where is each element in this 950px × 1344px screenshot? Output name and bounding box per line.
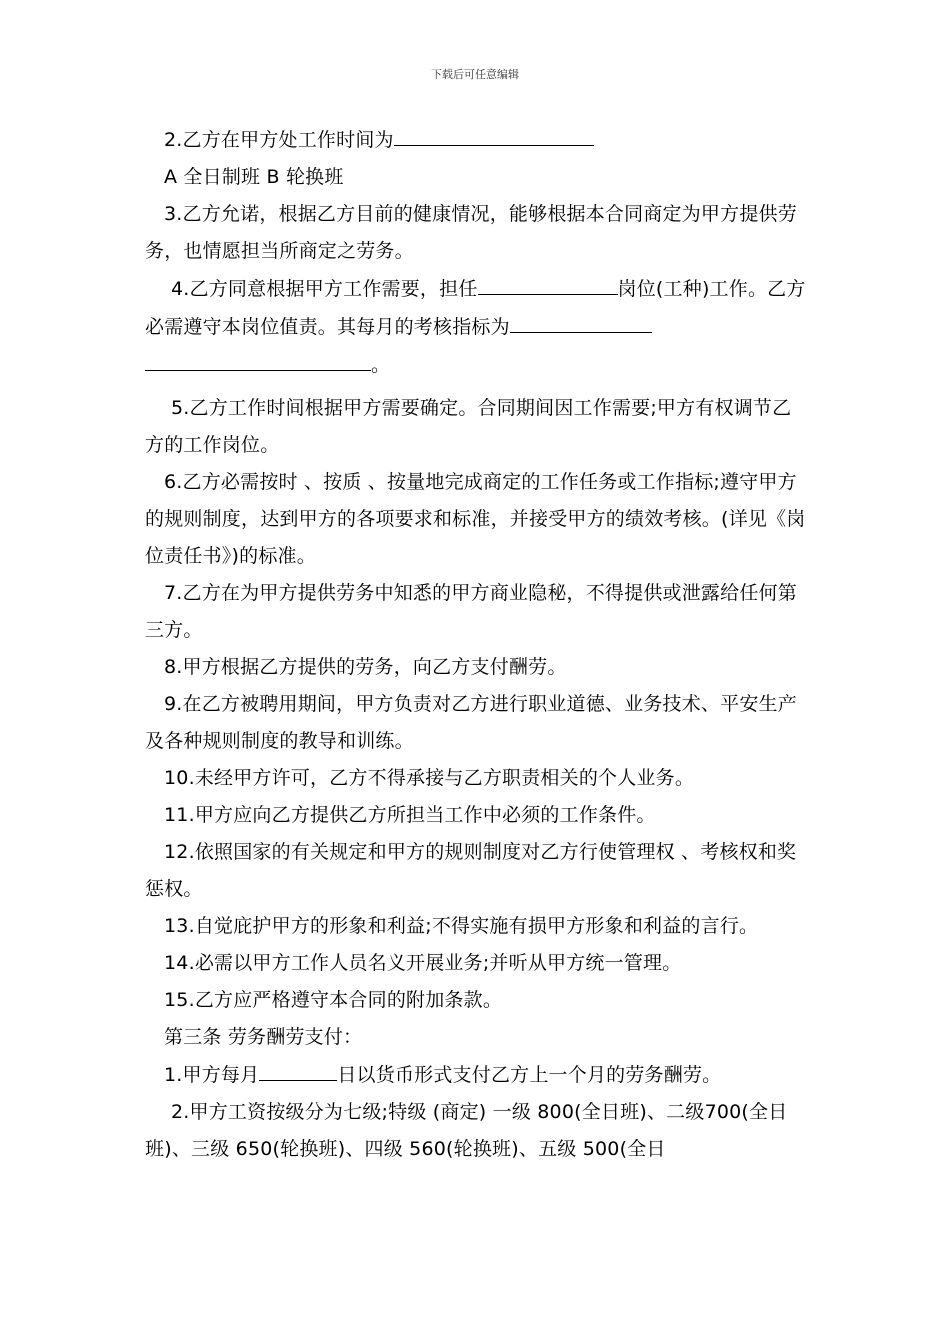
clause-9: 9.在乙方被聘用期间，甲方负责对乙方进行职业道德、业务技术、平安生产及各种规则制度的教导和训练。 (145, 693, 797, 752)
clause-10: 10.未经甲方许可，乙方不得承接与乙方职责相关的个人业务。 (164, 767, 695, 789)
clause-4 (145, 270, 810, 384)
section-3-heading: 第三条 劳务酬劳支付： (164, 1026, 363, 1048)
clause-2-text: 2.乙方在甲方处工作时间为 (164, 129, 394, 151)
clause-5: 5.乙方工作时间根据甲方需要确定。合同期间因工作需要;甲方有权调节乙方的工作岗位。 (145, 397, 792, 456)
clause-3: 3.乙方允诺，根据乙方目前的健康情况，能够根据本合同商定为甲方提供劳务，也情愿担当所商定之劳务。 (145, 203, 797, 262)
work-time-blank (394, 121, 594, 146)
clause-13: 13.自觉庇护甲方的形象和利益;不得实施有损甲方形象和利益的言行。 (164, 915, 759, 937)
clause-2-work-time (145, 121, 810, 159)
kpi-blank-1 (510, 308, 652, 333)
clause-12: 12.依照国家的有关规定和甲方的规则制度对乙方行使管理权 、考核权和奖惩权。 (145, 841, 797, 900)
section-3-clause-1 (145, 1056, 810, 1094)
s3-clause-1-text-a: 1.甲方每月 (164, 1064, 260, 1086)
clause-11: 11.甲方应向乙方提供乙方所担当工作中必须的工作条件。 (164, 804, 656, 826)
shift-options: A 全日制班 B 轮换班 (164, 166, 344, 188)
clause-7: 7.乙方在为甲方提供劳务中知悉的甲方商业隐秘，不得提供或泄露给任何第三方。 (145, 582, 797, 641)
clause-8: 8.甲方根据乙方提供的劳务，向乙方支付酬劳。 (164, 656, 567, 678)
position-blank (478, 270, 618, 295)
clause-14: 14.必需以甲方工作人员名义开展业务;并听从甲方统一管理。 (164, 952, 682, 974)
clause-4-text-a: 4.乙方同意根据甲方工作需要，担任 (171, 278, 478, 300)
page-header: 下载后可任意编辑 (431, 68, 519, 81)
section-3-clause-2: 2.甲方工资按级分为七级;特级 (商定) 一级 800(全日班)、二级700(全日班)、三级 650(轮换班)、四级 560(轮换班)、五级 500(全日 (145, 1101, 788, 1160)
clause-15: 15.乙方应严格遵守本合同的附加条款。 (164, 989, 503, 1011)
s3-clause-1-text-b: 日以货币形式支付乙方上一个月的劳务酬劳。 (337, 1064, 722, 1086)
clause-4-text-b: 岗位(工种)工作。乙方必需遵守本岗位值责。其每月的考核指标为 (145, 278, 806, 338)
clause-4-text-c: 。 (371, 354, 391, 376)
clause-6: 6.乙方必需按时 、按质 、按量地完成商定的工作任务或工作指标;遵守甲方的规则制度，达到甲方的各项要求和标准，并接受甲方的绩效考核。(详见《岗位责任书》)的标准。 (145, 471, 806, 567)
kpi-blank-2 (145, 346, 371, 371)
document-body (145, 121, 810, 1168)
pay-day-blank (259, 1056, 337, 1081)
